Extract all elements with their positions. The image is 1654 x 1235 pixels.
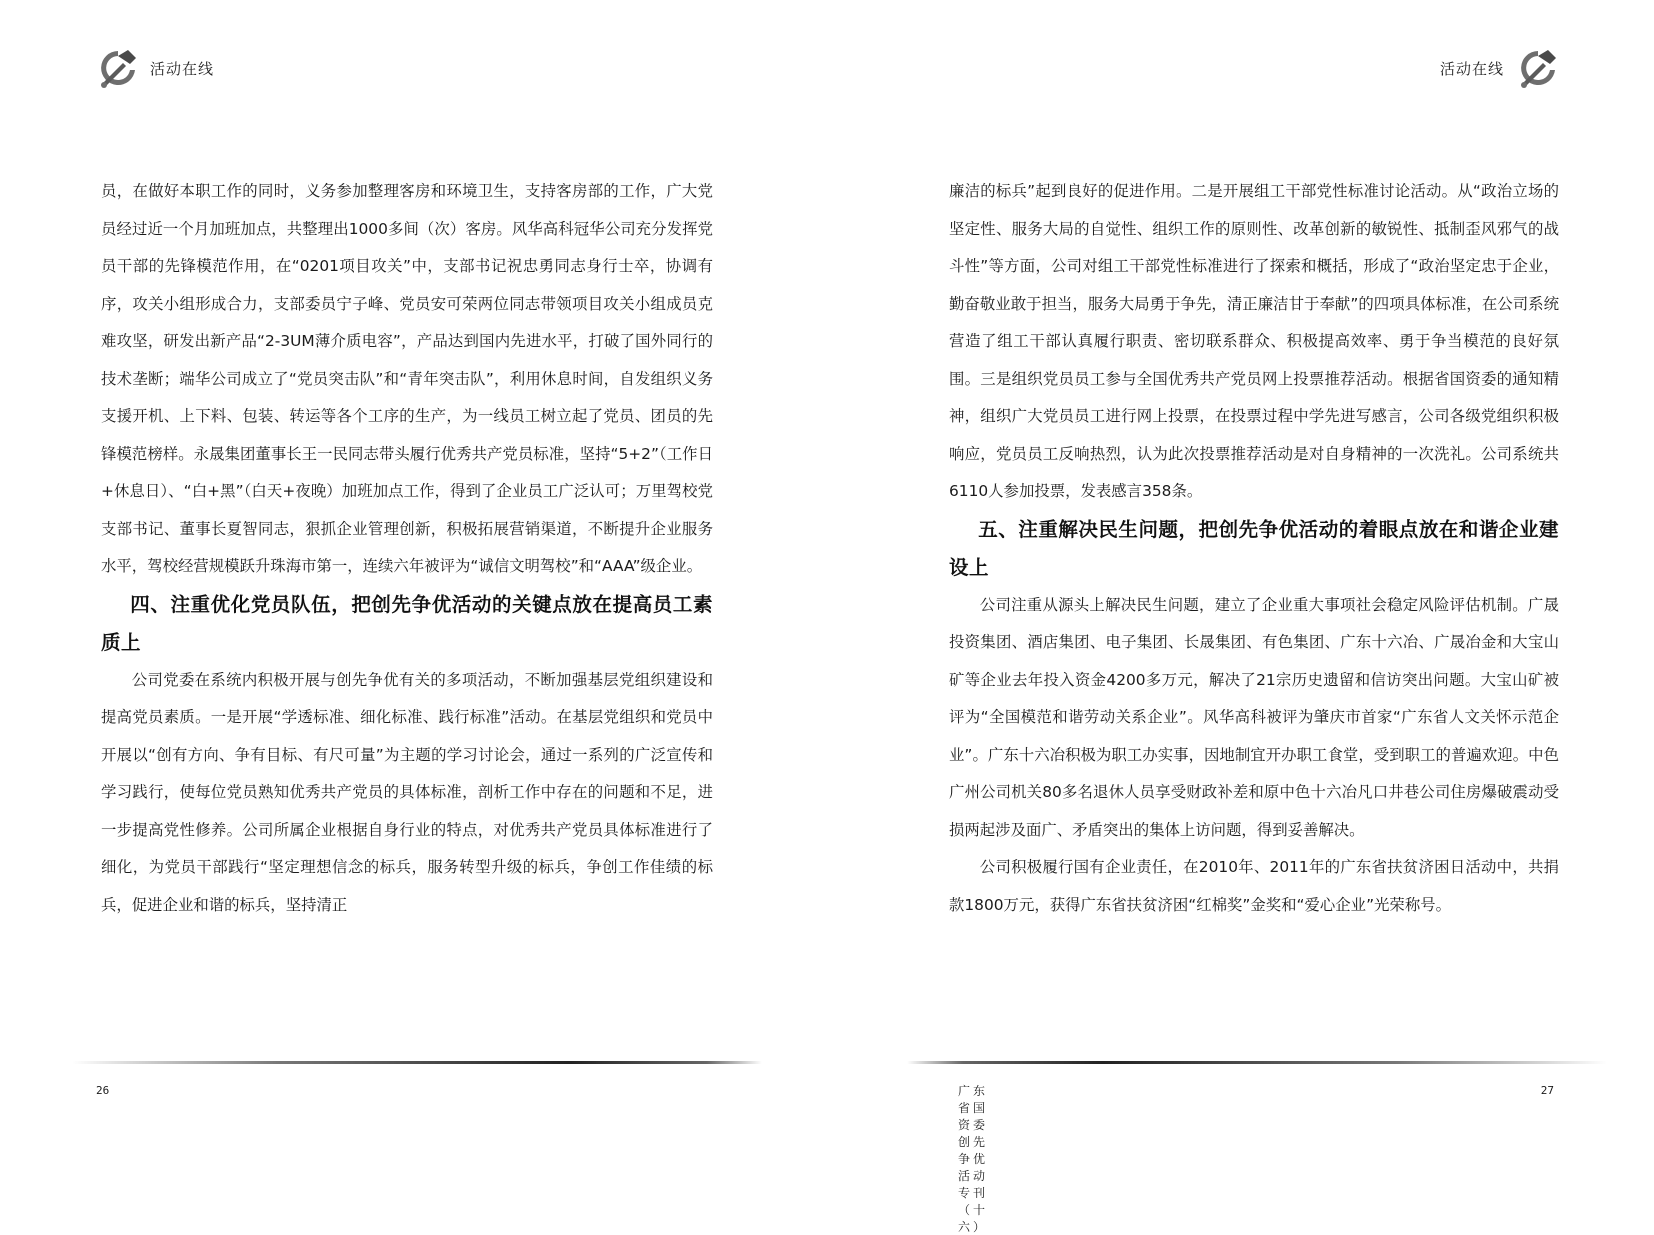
footer-journal-title: 广东省国资委创先争优活动专刊（十六） xyxy=(958,1084,989,1234)
footer-rule xyxy=(72,1061,762,1064)
section-heading: 四、注重优化党员队伍，把创先争优活动的关键点放在提高员工素质上 xyxy=(101,592,713,654)
footer-rule xyxy=(907,1061,1607,1064)
section-heading: 五、注重解决民生问题，把创先争优活动的着眼点放在和谐企业建设上 xyxy=(949,517,1559,579)
page-header xyxy=(1440,46,1560,90)
paragraph: 廉洁的标兵”起到良好的促进作用。二是开展组工干部党性标准讨论活动。从“政治立场的坚定性、服务大局的自觉性、组织工作的原则性、改革创新的敏锐性、抵制歪风邪气的战斗性”等方面，公司对组工干部党性标准进行了探索和概括，形成了“政治坚定忠于企业，勤奋敬业敢于担当，服务大局勇于争先，清正廉洁甘于奉献”的四项具体标准，在公司系统营造了组工干部认真履行职责、密切联系群众、积极提高效率、勇于争当模范的良好氛围。三是组织党员员工参与全国优秀共产党员网上投票推荐活动。根据省国资委的通知精神，组织广大党员员工进行网上投票，在投票过程中学先进写感言，公司各级党组织积极响应，党员员工反响热烈，认为此次投票推荐活动是对自身精神的一次洗礼。公司系统共6110人参加投票，发表感言358条。 xyxy=(949,182,1559,500)
article-body xyxy=(949,173,1559,924)
paragraph: 员，在做好本职工作的同时，义务参加整理客房和环境卫生，支持客房部的工作，广大党员经过近一个月加班加点，共整理出1000多间（次）客房。风华高科冠华公司充分发挥党员干部的先锋模范作用，在“0201项目攻关”中，支部书记祝忠勇同志身行士卒，协调有序，攻关小组形成合力，支部委员宁子峰、党员安可荣两位同志带领项目攻关小组成员克难攻坚，研发出新产品“2-3UM薄介质电容”，产品达到国内先进水平，打破了国外同行的技术垄断；端华公司成立了“党员突击队”和“青年突击队”，利用休息时间，自发组织义务支援开机、上下料、包装、转运等各个工序的生产，为一线员工树立起了党员、团员的先锋模范榜样。永晟集团董事长王一民同志带头履行优秀共产党员标准，坚持“5+2”（工作日+休息日）、“白+黑”（白天+夜晚）加班加点工作，得到了企业员工广泛认可；万里驾校党支部书记、董事长夏智同志，狠抓企业管理创新，积极拓展营销渠道，不断提升企业服务水平，驾校经营规模跃升珠海市第一，连续六年被评为“诚信文明驾校”和“AAA”级企业。 xyxy=(101,182,713,575)
paragraph: 公司注重从源头上解决民生问题，建立了企业重大事项社会稳定风险评估机制。广晟投资集团、酒店集团、电子集团、长晟集团、有色集团、广东十六冶、广晟冶金和大宝山矿等企业去年投入资金4200多万元，解决了21宗历史遗留和信访突出问题。大宝山矿被评为“全国模范和谐劳动关系企业”。风华高科被评为肇庆市首家“广东省人文关怀示范企业”。广东十六冶积极为职工办实事，因地制宜开办职工食堂，受到职工的普遍欢迎。中色广州公司机关80多名退休人员享受财政补差和原中色十六冶凡口井巷公司住房爆破震动受损两起涉及面广、矛盾突出的集体上访问题，得到妥善解决。 xyxy=(949,595,1559,839)
header-title: 活动在线 xyxy=(1439,59,1504,78)
hammer-sickle-icon xyxy=(1516,46,1560,90)
hammer-sickle-icon xyxy=(96,46,140,90)
article-body xyxy=(101,173,713,924)
page-number: 26 xyxy=(96,1084,110,1097)
header-title: 活动在线 xyxy=(150,59,215,78)
page-number: 27 xyxy=(1540,1084,1554,1097)
left-page xyxy=(0,0,827,1130)
paragraph: 公司积极履行国有企业责任，在2010年、2011年的广东省扶贫济困日活动中，共捐款1800万元，获得广东省扶贫济困“红棉奖”金奖和“爱心企业”光荣称号。 xyxy=(949,858,1559,914)
paragraph: 公司党委在系统内积极开展与创先争优有关的多项活动，不断加强基层党组织建设和提高党员素质。一是开展“学透标准、细化标准、践行标准”活动。在基层党组织和党员中开展以“创有方向、争有目标、有尺可量”为主题的学习讨论会，通过一系列的广泛宣传和学习践行，使每位党员熟知优秀共产党员的具体标准，剖析工作中存在的问题和不足，进一步提高党性修养。公司所属企业根据自身行业的特点，对优秀共产党员具体标准进行了细化，为党员干部践行“坚定理想信念的标兵，服务转型升级的标兵，争创工作佳绩的标兵，促进企业和谐的标兵，坚持清正 xyxy=(101,670,713,914)
page-header xyxy=(96,46,214,90)
right-page xyxy=(827,0,1654,1234)
